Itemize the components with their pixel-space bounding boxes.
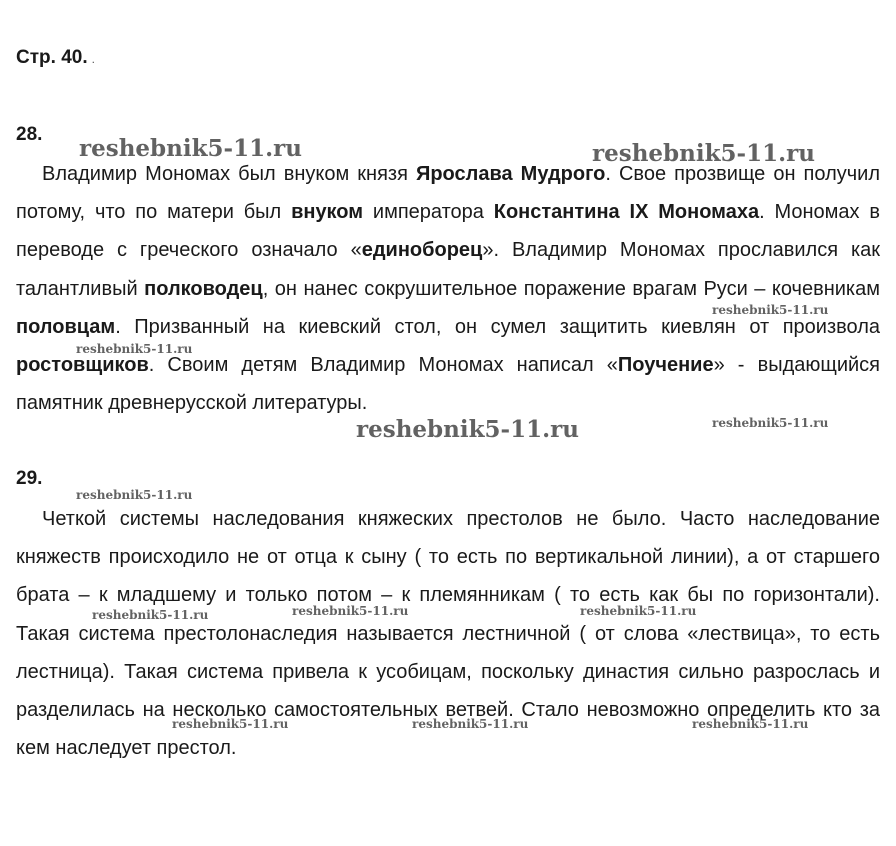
watermark: reshebnik5-11.ru [692,717,809,731]
bold-term: Ярослава Мудрого [415,163,606,185]
bold-term: половцам [16,315,116,338]
bold-term: полководец [144,277,263,300]
bold-term: Поучение [617,354,714,377]
watermark: reshebnik5-11.ru [712,303,829,317]
watermark: reshebnik5-11.ru [292,604,409,618]
page-number: Стр. 40. [16,47,88,68]
watermark: reshebnik5-11.ru [76,488,193,502]
watermark: reshebnik5-11.ru [412,717,529,731]
text-run: . Своим детям Владимир Мономах написал « [148,354,618,377]
watermark: reshebnik5-11.ru [172,717,289,731]
text-run: Владимир Мономах был внуком князя [42,163,416,185]
text-run: » - выдающийся памятник древнерусской литературы. [16,354,880,415]
text-run: . Призванный на киевский стол, он сумел защитить киевлян от произвола [115,315,880,338]
watermark: reshebnik5-11.ru [79,135,302,162]
bold-term: Константина IX Мономаха [493,201,760,224]
watermark: reshebnik5-11.ru [356,416,579,443]
text-run: , он нанес сокрушительное поражение врагам Руси – кочевникам [262,277,880,300]
page-header [16,47,95,69]
text-run: . Свое прозвище он получил потому, что по матери был [16,163,881,224]
watermark: reshebnik5-11.ru [76,342,193,356]
bold-term: ростовщиков [16,354,149,377]
watermark: reshebnik5-11.ru [92,608,209,622]
watermark: reshebnik5-11.ru [712,416,829,430]
bold-term: единоборец [361,239,483,262]
stray-mark: . [91,52,95,66]
text-run: Четкой системы наследования княжеских престолов не было. Часто наследование княжеств происходило не от отца к сыну ( то есть по вертикальной линии), а от старшего брата – к младшему и только потом – к племянникам ( то есть как бы по горизонтали). Такая система престолонаследия называется лестничной ( от слова «лествица», то есть лестница). Такая система привела к усобицам, поскольку династия сильно разрослась и разделилась на несколько самостоятельных ветвей. Стало невозможно определить кто за кем наследует престол. [16,508,880,760]
text-run: ». Владимир Мономах прославился как талантливый [16,239,881,300]
watermark: reshebnik5-11.ru [580,604,697,618]
task-number-29: 29. [16,468,43,489]
bold-term: внуком [291,201,364,224]
task-text-28 [16,155,880,422]
text-run: императора [363,201,494,224]
watermark: reshebnik5-11.ru [592,140,815,167]
task-number-28: 28. [16,124,43,145]
text-run: . Мономах в переводе с греческого означало « [16,201,881,262]
task-text-29 [16,500,880,767]
